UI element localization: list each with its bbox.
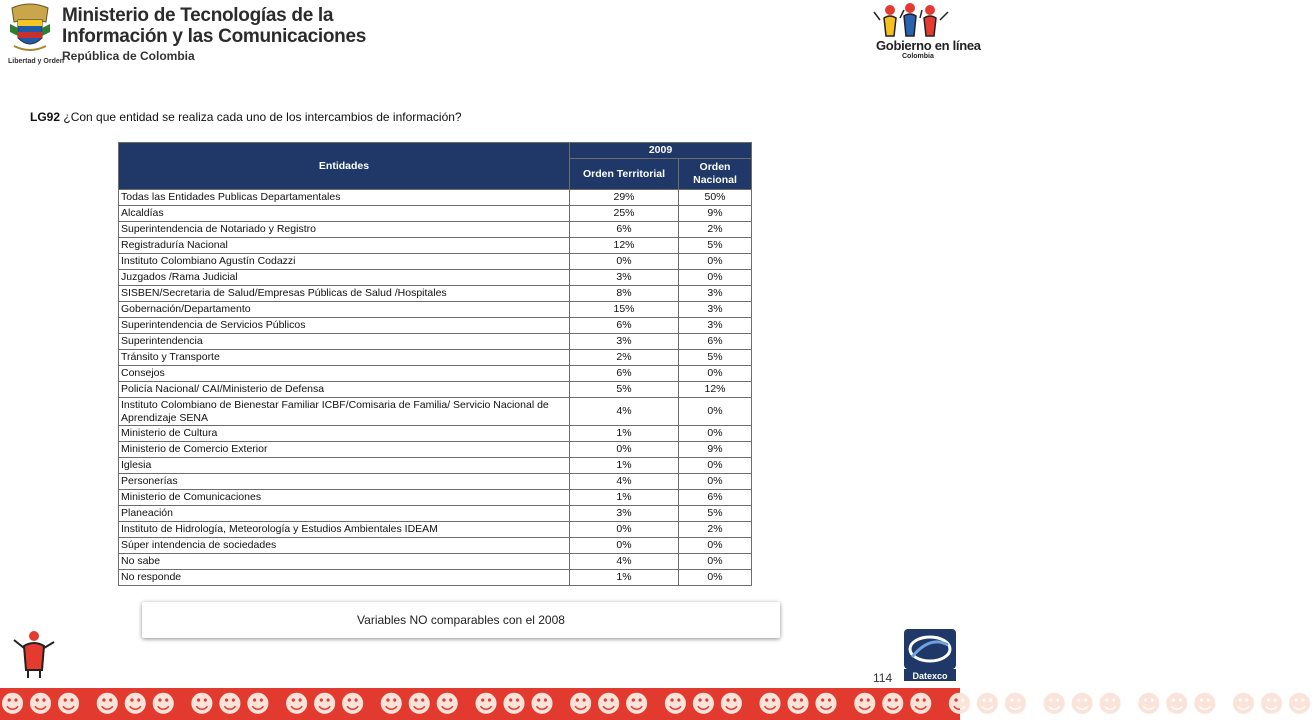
entity-name-cell: Personerías bbox=[119, 474, 570, 490]
header-entities: Entidades bbox=[119, 143, 570, 190]
person-figure-icon bbox=[10, 630, 60, 680]
territorial-value-cell: 25% bbox=[570, 206, 679, 222]
table-row bbox=[119, 506, 752, 522]
table-row bbox=[119, 270, 752, 286]
entity-name-cell: Instituto Colombiano Agustín Codazzi bbox=[119, 254, 570, 270]
territorial-value-cell: 3% bbox=[570, 334, 679, 350]
nacional-value-cell: 0% bbox=[679, 254, 752, 270]
territorial-value-cell: 4% bbox=[570, 474, 679, 490]
ministry-line-1: Ministerio de Tecnologías de la bbox=[62, 5, 334, 26]
entity-name-cell: Planeación bbox=[119, 506, 570, 522]
nacional-value-cell: 5% bbox=[679, 238, 752, 254]
nacional-value-cell: 0% bbox=[679, 426, 752, 442]
entity-name-cell: SISBEN/Secretaria de Salud/Empresas Públicas de Salud /Hospitales bbox=[119, 286, 570, 302]
entity-name-cell: Superintendencia bbox=[119, 334, 570, 350]
entities-table bbox=[118, 142, 752, 586]
page-number: 114 bbox=[873, 671, 893, 685]
table-row bbox=[119, 570, 752, 586]
ministry-line-3: República de Colombia bbox=[62, 49, 195, 63]
header-orden-nacional: Orden Nacional bbox=[679, 159, 752, 190]
question-text: ¿Con que entidad se realiza cada uno de los intercambios de información? bbox=[63, 110, 462, 124]
table-row bbox=[119, 222, 752, 238]
nacional-value-cell: 0% bbox=[679, 570, 752, 586]
nacional-value-cell: 0% bbox=[679, 366, 752, 382]
nacional-value-cell: 12% bbox=[679, 382, 752, 398]
nacional-value-cell: 3% bbox=[679, 286, 752, 302]
territorial-value-cell: 1% bbox=[570, 426, 679, 442]
nacional-value-cell: 0% bbox=[679, 474, 752, 490]
territorial-value-cell: 1% bbox=[570, 570, 679, 586]
table-body bbox=[119, 190, 752, 586]
table-row bbox=[119, 366, 752, 382]
entity-name-cell: Iglesia bbox=[119, 458, 570, 474]
gel-subtitle: Colombia bbox=[902, 53, 934, 60]
gel-title: Gobierno en línea bbox=[876, 38, 981, 53]
table-row bbox=[119, 538, 752, 554]
entity-name-cell: Superintendencia de Notariado y Registro bbox=[119, 222, 570, 238]
nacional-value-cell: 2% bbox=[679, 222, 752, 238]
nacional-value-cell: 0% bbox=[679, 554, 752, 570]
people-figures-icon bbox=[872, 2, 958, 42]
nacional-value-cell: 9% bbox=[679, 206, 752, 222]
entity-name-cell: No responde bbox=[119, 570, 570, 586]
entity-name-cell: Súper intendencia de sociedades bbox=[119, 538, 570, 554]
territorial-value-cell: 15% bbox=[570, 302, 679, 318]
nacional-value-cell: 6% bbox=[679, 334, 752, 350]
territorial-value-cell: 29% bbox=[570, 190, 679, 206]
table-row bbox=[119, 206, 752, 222]
table-row bbox=[119, 426, 752, 442]
territorial-value-cell: 4% bbox=[570, 398, 679, 426]
territorial-value-cell: 8% bbox=[570, 286, 679, 302]
table-row bbox=[119, 302, 752, 318]
table-row bbox=[119, 238, 752, 254]
question-code: LG92 bbox=[30, 110, 61, 124]
entity-name-cell: Consejos bbox=[119, 366, 570, 382]
territorial-value-cell: 0% bbox=[570, 254, 679, 270]
territorial-value-cell: 12% bbox=[570, 238, 679, 254]
table-row bbox=[119, 398, 752, 426]
coat-of-arms-icon bbox=[6, 2, 65, 65]
territorial-value-cell: 4% bbox=[570, 554, 679, 570]
nacional-value-cell: 5% bbox=[679, 506, 752, 522]
entity-name-cell: Tránsito y Transporte bbox=[119, 350, 570, 366]
nacional-value-cell: 3% bbox=[679, 302, 752, 318]
nacional-value-cell: 6% bbox=[679, 490, 752, 506]
entity-name-cell: Instituto de Hidrología, Meteorología y Estudios Ambientales IDEAM bbox=[119, 522, 570, 538]
table-row bbox=[119, 554, 752, 570]
table-row bbox=[119, 334, 752, 350]
table-row bbox=[119, 254, 752, 270]
datexco-logo bbox=[902, 627, 958, 682]
territorial-value-cell: 0% bbox=[570, 442, 679, 458]
nacional-value-cell: 50% bbox=[679, 190, 752, 206]
ministry-line-2: Información y las Comunicaciones bbox=[62, 26, 366, 47]
territorial-value-cell: 3% bbox=[570, 506, 679, 522]
table-row bbox=[119, 382, 752, 398]
header-orden-territorial: Orden Territorial bbox=[570, 159, 679, 190]
territorial-value-cell: 6% bbox=[570, 222, 679, 238]
table-row bbox=[119, 286, 752, 302]
entity-name-cell: Instituto Colombiano de Bienestar Familiar ICBF/Comisaria de Familia/ Servicio Nacional de Aprendizaje SENA bbox=[119, 398, 570, 426]
nacional-value-cell: 9% bbox=[679, 442, 752, 458]
footer-band bbox=[0, 688, 1315, 720]
territorial-value-cell: 6% bbox=[570, 366, 679, 382]
table-row bbox=[119, 458, 752, 474]
note-box bbox=[142, 602, 780, 638]
entity-name-cell: Alcaldías bbox=[119, 206, 570, 222]
entity-name-cell: Ministerio de Comercio Exterior bbox=[119, 442, 570, 458]
table-row bbox=[119, 442, 752, 458]
territorial-value-cell: 5% bbox=[570, 382, 679, 398]
header-year: 2009 bbox=[570, 143, 752, 159]
gobierno-en-linea-logo bbox=[872, 2, 981, 70]
territorial-value-cell: 6% bbox=[570, 318, 679, 334]
territorial-value-cell: 2% bbox=[570, 350, 679, 366]
territorial-value-cell: 0% bbox=[570, 538, 679, 554]
table-row bbox=[119, 190, 752, 206]
territorial-value-cell: 3% bbox=[570, 270, 679, 286]
nacional-value-cell: 0% bbox=[679, 458, 752, 474]
crest-caption: Libertad y Orden bbox=[8, 58, 65, 65]
table-row bbox=[119, 350, 752, 366]
table-row bbox=[119, 474, 752, 490]
nacional-value-cell: 5% bbox=[679, 350, 752, 366]
entity-name-cell: Ministerio de Comunicaciones bbox=[119, 490, 570, 506]
entity-name-cell: Juzgados /Rama Judicial bbox=[119, 270, 570, 286]
ministry-logo bbox=[6, 2, 366, 66]
table-row bbox=[119, 490, 752, 506]
note-text: Variables NO comparables con el 2008 bbox=[357, 613, 565, 627]
entity-name-cell: Ministerio de Cultura bbox=[119, 426, 570, 442]
nacional-value-cell: 2% bbox=[679, 522, 752, 538]
territorial-value-cell: 0% bbox=[570, 522, 679, 538]
table-row bbox=[119, 522, 752, 538]
entity-name-cell: Registraduría Nacional bbox=[119, 238, 570, 254]
nacional-value-cell: 0% bbox=[679, 398, 752, 426]
ministry-name bbox=[62, 6, 366, 62]
nacional-value-cell: 0% bbox=[679, 538, 752, 554]
entity-name-cell: No sabe bbox=[119, 554, 570, 570]
entity-name-cell: Todas las Entidades Publicas Departamentales bbox=[119, 190, 570, 206]
table-row bbox=[119, 318, 752, 334]
territorial-value-cell: 1% bbox=[570, 490, 679, 506]
territorial-value-cell: 1% bbox=[570, 458, 679, 474]
datexco-label: Datexco bbox=[912, 671, 948, 681]
entity-name-cell: Policía Nacional/ CAI/Ministerio de Defensa bbox=[119, 382, 570, 398]
question-title bbox=[30, 110, 462, 124]
entity-name-cell: Superintendencia de Servicios Públicos bbox=[119, 318, 570, 334]
nacional-value-cell: 3% bbox=[679, 318, 752, 334]
entity-name-cell: Gobernación/Departamento bbox=[119, 302, 570, 318]
nacional-value-cell: 0% bbox=[679, 270, 752, 286]
footer-people-pattern: ☻☻☻ ☻☻☻ ☻☻☻ ☻☻☻ ☻☻☻ ☻☻☻ ☻☻☻ ☻☻☻ ☻☻☻ ☻☻☻ ☻☻☻ ☻☻☻ ☻☻☻ ☻☻☻ bbox=[0, 690, 1315, 718]
